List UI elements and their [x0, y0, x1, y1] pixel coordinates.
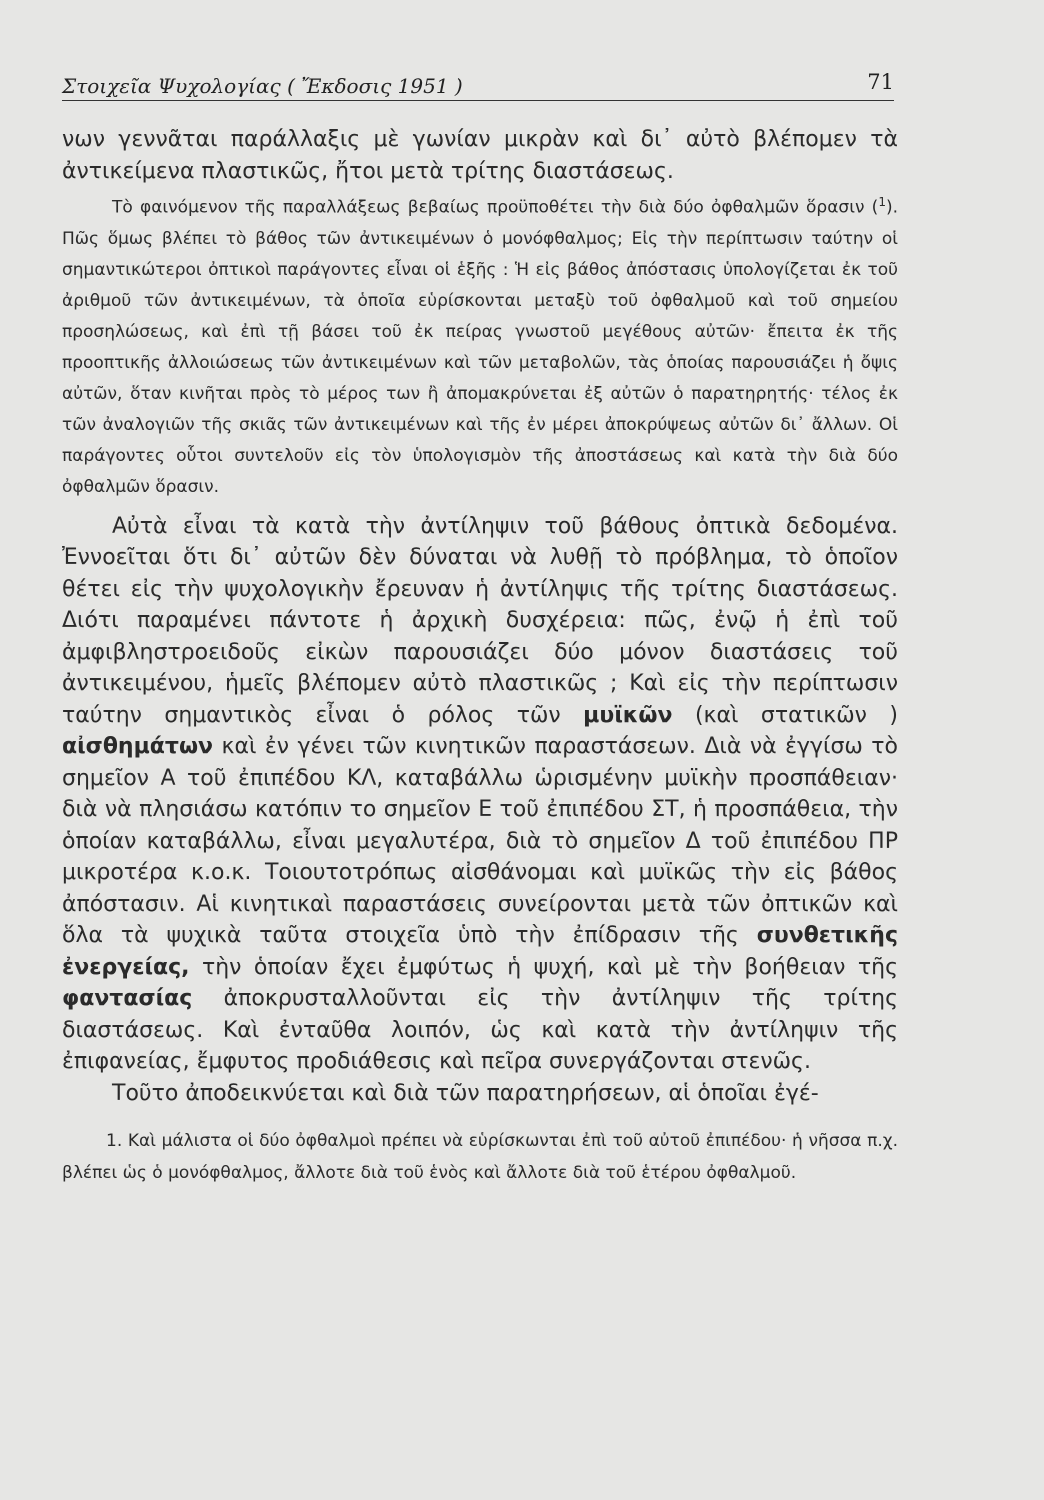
emphasis-text: μυϊκῶν [583, 702, 673, 728]
paragraph-text: Αὐτὰ εἶναι τὰ κατὰ τὴν ἀντίληψιν τοῦ βάθους ὀπτικὰ δεδομένα. Ἐννοεῖται ὅτι δι᾽ αὐτῶν δὲν δύναται νὰ λυθῇ τὸ πρόβλημα, τὸ ὁποῖον θέτει εἰς τὴν ψυχολογικὴν ἔρευναν ἡ ἀντίληψις τῆς τρίτης διαστάσεως. Διότι παραμένει πάντοτε ἡ ἀρχικὴ δυσχέρεια: πῶς, ἐνῷ ἡ ἐπὶ τοῦ ἀμφιβληστροειδοῦς εἰκὼν παρουσιάζει δύο μόνον διαστάσεις τοῦ ἀντικειμένου, ἡμεῖς βλέπομεν αὐτὸ πλαστικῶς ; Καὶ εἰς τὴν περίπτωσιν ταύτην σημαντικὸς εἶναι ὁ ρόλος τῶν [62, 513, 898, 728]
paragraph-text: Τὸ φαινόμενον τῆς παραλλάξεως βεβαίως προϋποθέτει τὴν διὰ δύο ὀφθαλμῶν ὅρασιν ( [112, 197, 879, 218]
paragraph-main [62, 511, 898, 1078]
paragraph-text: ). Πῶς ὅμως βλέπει τὸ βάθος τῶν ἀντικειμένων ὁ μονόφθαλμος; Εἰς τὴν περίπτωσιν ταύτην οἱ σημαντικώτεροι ὀπτικοὶ παράγοντες εἶναι οἱ ἑξῆς : Ἡ εἰς βάθος ἀπόστασις ὑπολογίζεται ἐκ τοῦ ἀριθμοῦ τῶν ἀντικειμένων, τὰ ὁποῖα εὑρίσκονται μεταξὺ τοῦ ὀφθαλμοῦ καὶ τοῦ σημείου προσηλώσεως, καὶ ἐπὶ τῇ βάσει τοῦ ἐκ πείρας γνωστοῦ μεγέθους αὐτῶν· ἔπειτα ἐκ τῆς προοπτικῆς ἀλλοιώσεως τῶν ἀντικειμένων καὶ τῶν μεταβολῶν, τὰς ὁποίας παρουσιάζει ἡ ὄψις αὐτῶν, ὅταν κινῆται πρὸς τὸ μέρος των ἢ ἀπομακρύνεται ἐξ αὐτῶν ὁ παρατηρητής· τέλος ἐκ τῶν ἀναλογιῶν τῆς σκιᾶς τῶν ἀντικειμένων καὶ τῆς ἐν μέρει ἀποκρύψεως αὐτῶν δι᾽ ἄλλων. Οἱ παράγοντες οὗτοι συντελοῦν εἰς τὸν ὑπολογισμὸν τῆς ἀποστάσεως καὶ κατὰ τὴν διὰ δύο ὀφθαλμῶν ὅρασιν. [62, 197, 898, 497]
paragraph-text: ἀποκρυσταλλοῦνται εἰς τὴν ἀντίληψιν τῆς τρίτης διαστάσεως. Καὶ ἐνταῦθα λοιπόν, ὡς καὶ κατὰ τὴν ἀντίληψιν τῆς ἐπιφανείας, ἔμφυτος προδιάθεσις καὶ πεῖρα συνεργάζονται στενῶς. [62, 986, 898, 1075]
emphasis-text: συνθετικῆς ἐνεργείας, [62, 923, 898, 980]
emphasis-text: αἰσθημάτων [62, 734, 214, 760]
footnote: 1. Καὶ μάλιστα οἱ δύο ὀφθαλμοὶ πρέπει νὰ εὑρίσκωνται ἐπὶ τοῦ αὐτοῦ ἐπιπέδου· ἡ νῆσσα π.χ. βλέπει ὡς ὁ μονόφθαλμος, ἄλλοτε διὰ τοῦ ἑνὸς καὶ ἄλλοτε διὰ τοῦ ἑτέρου ὀφθαλμοῦ. [62, 1131, 898, 1184]
paragraph-final: Τοῦτο ἀποδεικνύεται καὶ διὰ τῶν παρατηρήσεων, αἱ ὁποῖαι ἐγέ- [112, 1080, 819, 1106]
paragraph-text: (καὶ στατικῶν ) [672, 702, 898, 728]
paragraph-text: καὶ ἐν γένει τῶν κινητικῶν παραστάσεων. Διὰ νὰ ἐγγίσω τὸ σημεῖον Α τοῦ ἐπιπέδου ΚΛ, καταβάλλω ὡρισμένην μυϊκὴν προσπάθειαν· διὰ νὰ πλησιάσω κατόπιν το σημεῖον Ε τοῦ ἐπιπέδου ΣΤ, ἡ προσπάθεια, τὴν ὁποίαν καταβάλλω, εἶναι μεγαλυτέρα, διὰ τὸ σημεῖον Δ τοῦ ἐπιπέδου ΠΡ μικροτέρα κ.ο.κ. Τοιουτοτρόπως αἰσθάνομαι καὶ μυϊκῶς τὴν εἰς βάθος ἀπόστασιν. Αἱ κινητικαὶ παραστάσεις συνείρονται μετὰ τῶν ὀπτικῶν καὶ ὅλα τὰ ψυχικὰ ταῦτα στοιχεῖα ὑπὸ τὴν ἐπίδρασιν τῆς [62, 734, 898, 949]
paragraph-text: τὴν ὁποίαν ἔχει ἐμφύτως ἡ ψυχή, καὶ μὲ τὴν βοήθειαν τῆς [189, 954, 898, 980]
paragraph-continuation: νων γεννᾶται παράλλαξις μὲ γωνίαν μικρὰν καὶ δι᾽ αὐτὸ βλέπομεν τὰ ἀντικείμενα πλαστικῶς, ἤτοι μετὰ τρίτης διαστάσεως. [62, 127, 898, 184]
footnote-ref: 1 [878, 195, 886, 209]
running-header [62, 70, 894, 101]
header-title: Στοιχεῖα Ψυχολογίας ( Ἔκδοσις 1951 ) [62, 74, 463, 98]
page-body [62, 124, 898, 1189]
paragraph-small-print [62, 187, 898, 503]
emphasis-text: φαντασίας [62, 986, 193, 1012]
page-number: 71 [867, 70, 894, 94]
